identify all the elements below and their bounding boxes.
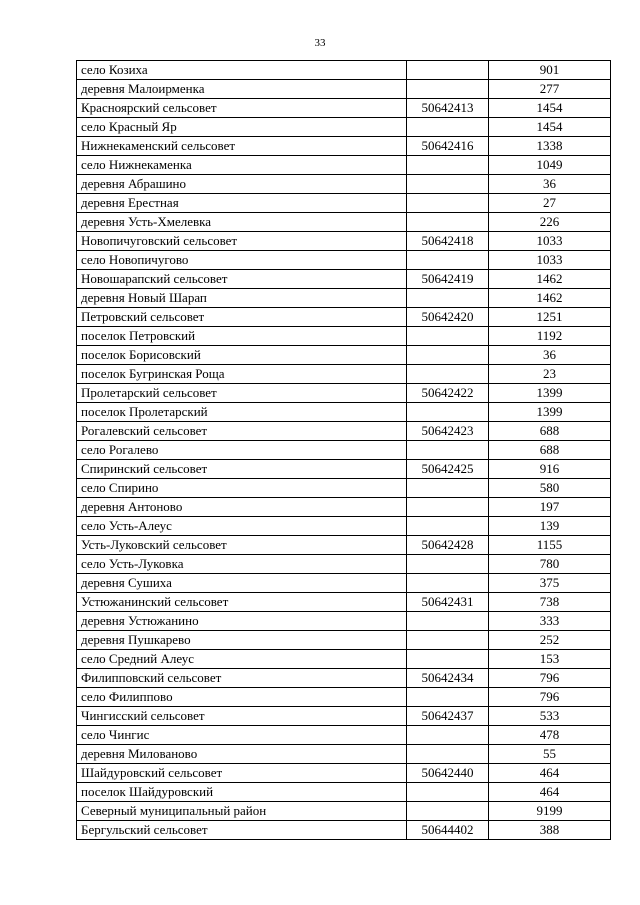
oktmo-code-cell: 50642422 (407, 384, 489, 403)
table-row (77, 764, 611, 783)
table-row (77, 213, 611, 232)
oktmo-code-cell: 50642431 (407, 593, 489, 612)
population-cell: 55 (489, 745, 611, 764)
population-cell: 36 (489, 346, 611, 365)
oktmo-code-cell (407, 745, 489, 764)
table-row (77, 346, 611, 365)
oktmo-code-cell (407, 441, 489, 460)
oktmo-code-cell (407, 118, 489, 137)
table-row (77, 517, 611, 536)
page-number: 33 (314, 37, 326, 49)
table-row (77, 289, 611, 308)
settlement-name-cell: село Спирино (77, 479, 407, 498)
population-cell: 1338 (489, 137, 611, 156)
population-cell: 226 (489, 213, 611, 232)
settlement-name-cell: деревня Абрашино (77, 175, 407, 194)
population-cell: 27 (489, 194, 611, 213)
population-cell: 139 (489, 517, 611, 536)
population-cell: 1033 (489, 251, 611, 270)
oktmo-code-cell (407, 631, 489, 650)
population-cell: 333 (489, 612, 611, 631)
table-body (77, 61, 611, 840)
table-row (77, 175, 611, 194)
settlement-name-cell: поселок Шайдуровский (77, 783, 407, 802)
table-row (77, 61, 611, 80)
population-cell: 688 (489, 441, 611, 460)
oktmo-code-cell (407, 612, 489, 631)
table-row (77, 574, 611, 593)
oktmo-code-cell (407, 688, 489, 707)
settlement-name-cell: Усть-Луковский сельсовет (77, 536, 407, 555)
oktmo-code-cell: 50642413 (407, 99, 489, 118)
population-cell: 252 (489, 631, 611, 650)
oktmo-code-cell (407, 783, 489, 802)
population-cell: 1462 (489, 289, 611, 308)
settlements-table (76, 60, 611, 840)
oktmo-code-cell: 50642418 (407, 232, 489, 251)
table-row (77, 232, 611, 251)
table-row (77, 251, 611, 270)
oktmo-code-cell: 50642440 (407, 764, 489, 783)
population-cell: 580 (489, 479, 611, 498)
settlement-name-cell: Филипповский сельсовет (77, 669, 407, 688)
settlement-name-cell: село Нижнекаменка (77, 156, 407, 175)
settlement-name-cell: деревня Малоирменка (77, 80, 407, 99)
oktmo-code-cell: 50642434 (407, 669, 489, 688)
settlement-name-cell: Петровский сельсовет (77, 308, 407, 327)
oktmo-code-cell (407, 156, 489, 175)
oktmo-code-cell (407, 61, 489, 80)
oktmo-code-cell (407, 479, 489, 498)
population-cell: 796 (489, 669, 611, 688)
settlement-name-cell: Чингисский сельсовет (77, 707, 407, 726)
table-row (77, 536, 611, 555)
settlement-name-cell: село Усть-Луковка (77, 555, 407, 574)
table-row (77, 403, 611, 422)
oktmo-code-cell (407, 650, 489, 669)
oktmo-code-cell (407, 289, 489, 308)
settlement-name-cell: поселок Борисовский (77, 346, 407, 365)
population-cell: 916 (489, 460, 611, 479)
table-row (77, 194, 611, 213)
table-row (77, 270, 611, 289)
oktmo-code-cell (407, 517, 489, 536)
oktmo-code-cell (407, 403, 489, 422)
settlement-name-cell: деревня Пушкарево (77, 631, 407, 650)
population-cell: 796 (489, 688, 611, 707)
population-cell: 901 (489, 61, 611, 80)
table-row (77, 441, 611, 460)
table-row (77, 802, 611, 821)
population-cell: 1192 (489, 327, 611, 346)
settlement-name-cell: Спиринский сельсовет (77, 460, 407, 479)
population-cell: 153 (489, 650, 611, 669)
settlement-name-cell: Рогалевский сельсовет (77, 422, 407, 441)
table-row (77, 726, 611, 745)
settlement-name-cell: Устюжанинский сельсовет (77, 593, 407, 612)
population-cell: 464 (489, 764, 611, 783)
settlement-name-cell: село Средний Алеус (77, 650, 407, 669)
population-cell: 36 (489, 175, 611, 194)
oktmo-code-cell (407, 175, 489, 194)
settlement-name-cell: деревня Сушиха (77, 574, 407, 593)
population-cell: 277 (489, 80, 611, 99)
settlement-name-cell: село Новопичугово (77, 251, 407, 270)
table-row (77, 365, 611, 384)
table-row (77, 118, 611, 137)
population-cell: 1454 (489, 118, 611, 137)
settlement-name-cell: деревня Усть-Хмелевка (77, 213, 407, 232)
oktmo-code-cell: 50642419 (407, 270, 489, 289)
settlement-name-cell: деревня Антоново (77, 498, 407, 517)
population-cell: 1155 (489, 536, 611, 555)
table-row (77, 745, 611, 764)
population-cell: 464 (489, 783, 611, 802)
oktmo-code-cell (407, 555, 489, 574)
settlement-name-cell: Шайдуровский сельсовет (77, 764, 407, 783)
settlement-name-cell: Бергульский сельсовет (77, 821, 407, 840)
population-cell: 197 (489, 498, 611, 517)
table-row (77, 783, 611, 802)
table-row (77, 593, 611, 612)
settlement-name-cell: Красноярский сельсовет (77, 99, 407, 118)
settlement-name-cell: деревня Устюжанино (77, 612, 407, 631)
table-row (77, 650, 611, 669)
oktmo-code-cell (407, 498, 489, 517)
oktmo-code-cell: 50642416 (407, 137, 489, 156)
population-cell: 388 (489, 821, 611, 840)
population-cell: 9199 (489, 802, 611, 821)
population-cell: 738 (489, 593, 611, 612)
table-row (77, 99, 611, 118)
oktmo-code-cell: 50642437 (407, 707, 489, 726)
settlement-name-cell: Новопичуговский сельсовет (77, 232, 407, 251)
settlement-name-cell: деревня Ерестная (77, 194, 407, 213)
population-cell: 1462 (489, 270, 611, 289)
table-row (77, 555, 611, 574)
settlement-name-cell: село Козиха (77, 61, 407, 80)
population-cell: 23 (489, 365, 611, 384)
table-row (77, 498, 611, 517)
population-cell: 533 (489, 707, 611, 726)
population-cell: 1399 (489, 403, 611, 422)
table-row (77, 688, 611, 707)
settlement-name-cell: село Усть-Алеус (77, 517, 407, 536)
settlement-name-cell: Нижнекаменский сельсовет (77, 137, 407, 156)
settlement-name-cell: деревня Милованово (77, 745, 407, 764)
oktmo-code-cell (407, 726, 489, 745)
oktmo-code-cell (407, 346, 489, 365)
settlement-name-cell: поселок Пролетарский (77, 403, 407, 422)
population-cell: 1399 (489, 384, 611, 403)
oktmo-code-cell (407, 194, 489, 213)
settlement-name-cell: село Филиппово (77, 688, 407, 707)
oktmo-code-cell (407, 574, 489, 593)
oktmo-code-cell (407, 213, 489, 232)
table-row (77, 137, 611, 156)
population-cell: 780 (489, 555, 611, 574)
oktmo-code-cell: 50642420 (407, 308, 489, 327)
oktmo-code-cell (407, 365, 489, 384)
table-row (77, 460, 611, 479)
oktmo-code-cell: 50644402 (407, 821, 489, 840)
settlement-name-cell: село Рогалево (77, 441, 407, 460)
oktmo-code-cell (407, 80, 489, 99)
oktmo-code-cell: 50642423 (407, 422, 489, 441)
table-row (77, 156, 611, 175)
table-row (77, 80, 611, 99)
oktmo-code-cell (407, 251, 489, 270)
settlement-name-cell: село Красный Яр (77, 118, 407, 137)
settlement-name-cell: село Чингис (77, 726, 407, 745)
population-cell: 1454 (489, 99, 611, 118)
table-row (77, 479, 611, 498)
population-cell: 1049 (489, 156, 611, 175)
settlement-name-cell: Пролетарский сельсовет (77, 384, 407, 403)
table-row (77, 631, 611, 650)
settlement-name-cell: поселок Петровский (77, 327, 407, 346)
table-row (77, 612, 611, 631)
settlement-name-cell: поселок Бугринская Роща (77, 365, 407, 384)
settlement-name-cell: деревня Новый Шарап (77, 289, 407, 308)
table-row (77, 384, 611, 403)
population-cell: 1251 (489, 308, 611, 327)
population-cell: 478 (489, 726, 611, 745)
settlement-name-cell: Северный муниципальный район (77, 802, 407, 821)
table-row (77, 422, 611, 441)
oktmo-code-cell: 50642428 (407, 536, 489, 555)
table-row (77, 821, 611, 840)
population-cell: 375 (489, 574, 611, 593)
population-cell: 688 (489, 422, 611, 441)
table-row (77, 707, 611, 726)
oktmo-code-cell (407, 327, 489, 346)
population-cell: 1033 (489, 232, 611, 251)
settlement-name-cell: Новошарапский сельсовет (77, 270, 407, 289)
oktmo-code-cell (407, 802, 489, 821)
table-row (77, 669, 611, 688)
table-row (77, 308, 611, 327)
table-row (77, 327, 611, 346)
oktmo-code-cell: 50642425 (407, 460, 489, 479)
